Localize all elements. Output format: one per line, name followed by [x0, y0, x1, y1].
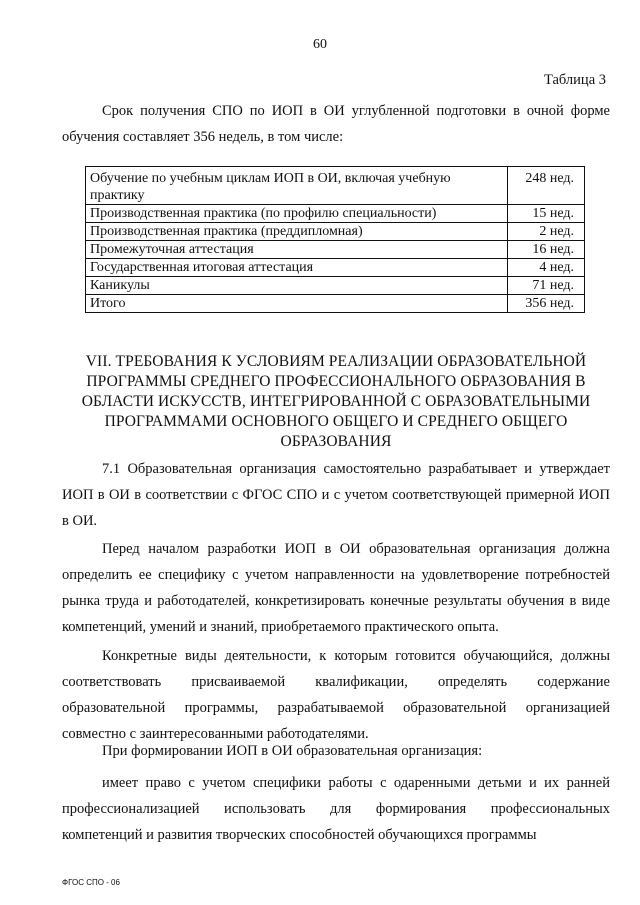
table-cell-value: 71 нед.: [508, 277, 585, 295]
table-cell-value: 15 нед.: [508, 205, 585, 223]
table-cell-label: Производственная практика (преддипломная): [86, 223, 508, 241]
table-cell-label: Производственная практика (по профилю специальности): [86, 205, 508, 223]
table-cell-label: Промежуточная аттестация: [86, 241, 508, 259]
table-cell-label: Каникулы: [86, 277, 508, 295]
page-number: 60: [313, 37, 327, 52]
table-cell-value: 356 нед.: [508, 295, 585, 313]
table-cell-label: Итого: [86, 295, 508, 313]
table-row: [86, 277, 585, 295]
table-row: [86, 259, 585, 277]
paragraph-activities: Конкретные виды деятельности, к которым готовится обучающийся, должны соответствовать присваиваемой квалификации, определять содержание образовательной программы, разрабатываемой образовательной организацией совместно с заинтересованными работодателями.: [62, 648, 610, 742]
paragraph-rights: имеет право с учетом специфики работы с одаренными детьми и их ранней профессионализацией использовать для формирования профессиональных компетенций и развития творческих способностей обучающихся программы: [62, 775, 610, 843]
weeks-table: [85, 166, 585, 313]
table-cell-label: Обучение по учебным циклам ИОП в ОИ, включая учебную практику: [86, 167, 508, 205]
paragraph-formation: При формировании ИОП в ОИ образовательная организация:: [102, 743, 483, 759]
table-row: [86, 223, 585, 241]
table-cell-label: Государственная итоговая аттестация: [86, 259, 508, 277]
paragraph-specifics: Перед началом разработки ИОП в ОИ образовательная организация должна определить ее специфику с учетом направленности на удовлетворение потребностей рынка труда и работодателей, конкретизировать конечные результаты обучения в виде компетенций, умений и знаний, приобретаемого практического опыта.: [62, 541, 610, 635]
table-row: [86, 241, 585, 259]
table-cell-value: 16 нед.: [508, 241, 585, 259]
paragraph-7-1: 7.1 Образовательная организация самостоятельно разрабатывает и утверждает ИОП в ОИ в соответствии с ФГОС СПО и с учетом соответствующей примерной ИОП в ОИ.: [62, 461, 610, 529]
table-row-total: [86, 295, 585, 313]
table-cell-value: 4 нед.: [508, 259, 585, 277]
table-row: [86, 167, 585, 205]
table-cell-value: 248 нед.: [508, 167, 585, 205]
section-heading: VII. ТРЕБОВАНИЯ К УСЛОВИЯМ РЕАЛИЗАЦИИ ОБРАЗОВАТЕЛЬНОЙ ПРОГРАММЫ СРЕДНЕГО ПРОФЕССИОНАЛЬНОГО ОБРАЗОВАНИЯ В ОБЛАСТИ ИСКУССТВ, ИНТЕГРИРОВАННОЙ С ОБРАЗОВАТЕЛЬНЫМИ ПРОГРАММАМИ ОСНОВНОГО ОБЩЕГО И СРЕДНЕГО ОБЩЕГО ОБРАЗОВАНИЯ: [81, 353, 591, 450]
table-row: [86, 205, 585, 223]
footer-code: ФГОС СПО - 06: [62, 878, 120, 887]
table-caption: Таблица 3: [543, 72, 606, 88]
intro-paragraph: Срок получения СПО по ИОП в ОИ углубленной подготовки в очной форме обучения составляет 356 недель, в том числе:: [62, 103, 610, 145]
table-cell-value: 2 нед.: [508, 223, 585, 241]
